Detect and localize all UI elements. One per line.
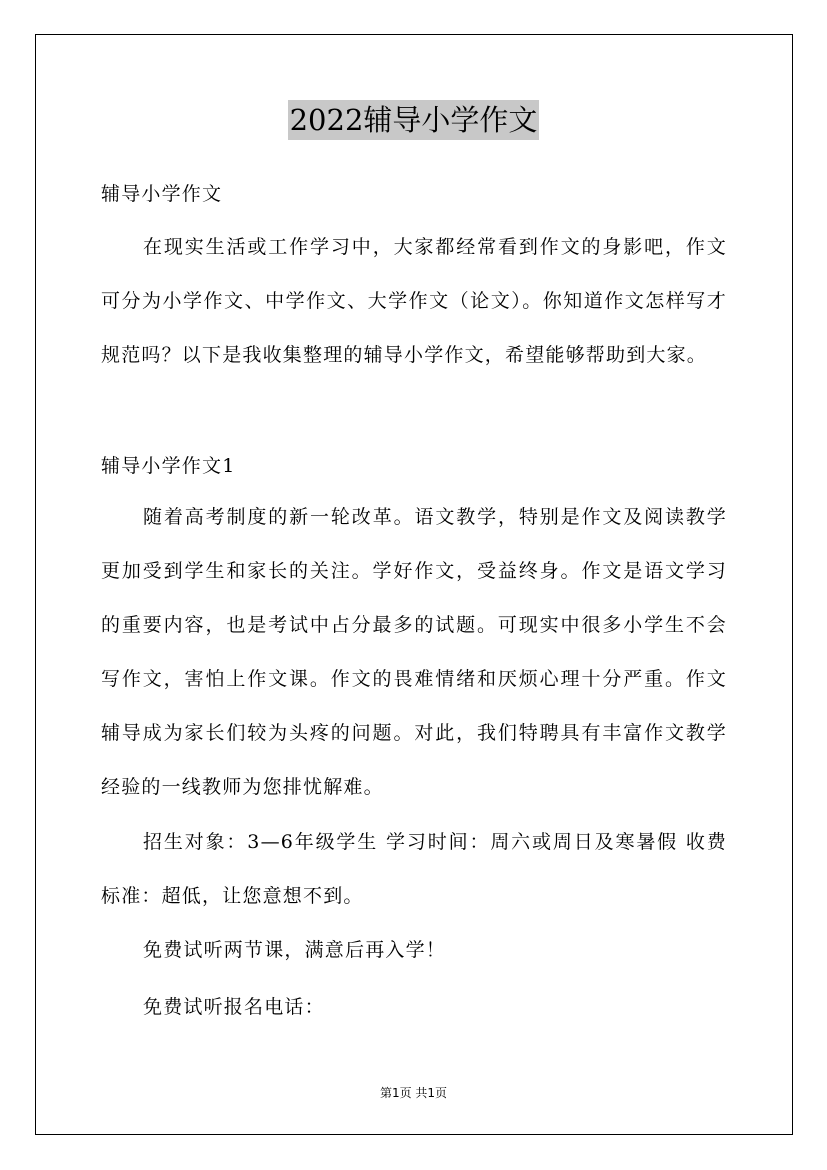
paragraph-line: 随着高考制度的新一轮改革。语文教学，特别是作文及阅读教学 [143, 506, 727, 528]
paragraph-line: 辅导成为家长们较为头疼的问题。对此，我们特聘具有丰富作文教学 [101, 722, 727, 744]
page-footer: 第1页 共1页 [379, 1086, 448, 1100]
intro-heading: 辅导小学作文 [101, 183, 223, 205]
paragraph-line: 规范吗？以下是我收集整理的辅导小学作文，希望能够帮助到大家。 [101, 344, 708, 366]
intro-paragraph [101, 220, 727, 382]
document-title [0, 100, 827, 140]
phone-label [101, 980, 727, 1034]
phone-label-line: 免费试听报名电话： [143, 996, 325, 1018]
paragraph-line: 更加受到学生和家长的关注。学好作文，受益终身。作文是语文学习 [101, 560, 727, 582]
paragraph-line: 经验的一线教师为您排忧解难。 [101, 776, 384, 798]
free-trial-line: 免费试听两节课，满意后再入学！ [143, 939, 447, 961]
enrollment-info [101, 815, 727, 923]
document-title-text: 2022辅导小学作文 [288, 100, 540, 140]
paragraph-line: 可分为小学作文、中学作文、大学作文（论文）。你知道作文怎样写才 [101, 290, 727, 312]
section-1-paragraph [101, 490, 727, 814]
paragraph-line: 的重要内容，也是考试中占分最多的试题。可现实中很多小学生不会 [101, 614, 727, 636]
paragraph-line: 在现实生活或工作学习中，大家都经常看到作文的身影吧，作文 [143, 236, 727, 258]
enrollment-line: 标准：超低，让您意想不到。 [101, 885, 364, 907]
section-1-heading: 辅导小学作文1 [101, 455, 236, 477]
paragraph-line: 写作文，害怕上作文课。作文的畏难情绪和厌烦心理十分严重。作文 [101, 668, 727, 690]
enrollment-line: 招生对象：3—6年级学生 学习时间：周六或周日及寒暑假 收费 [143, 831, 727, 853]
free-trial-note [101, 923, 727, 977]
